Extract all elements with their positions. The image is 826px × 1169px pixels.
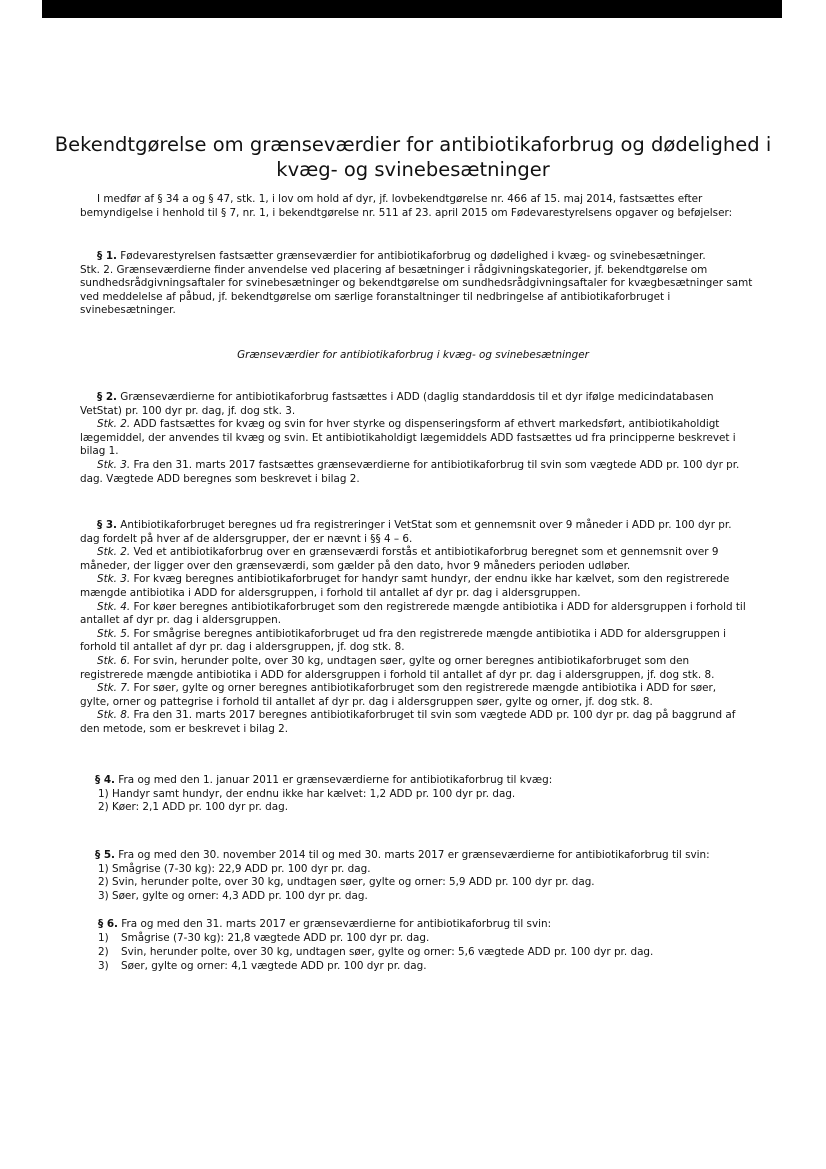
section-text: Grænseværdierne for antibiotikaforbrug fastsættes i ADD (daglig standarddosis til et dyr ifølge medicindatabasen — [117, 391, 714, 403]
section-text: For kvæg beregnes antibiotikaforbruget for handyr samt hundyr, der endnu ikke har kælvet, som den registrerede — [130, 573, 730, 586]
top-black-bar — [42, 0, 782, 18]
section-text: Fra den 31. marts 2017 beregnes antibiotikaforbruget til svin som vægtede ADD pr. 100 dyr pr. dag på baggrund af — [130, 709, 736, 722]
preamble-line: I medfør af § 34 a og § 47, stk. 1, i lov om hold af dyr, jf. lovbekendtgørelse nr. 466 af 15. maj 2014, fastsættes efter — [97, 193, 703, 205]
section-text: VetStat) pr. 100 dyr pr. dag, jf. dog stk. 3. — [80, 404, 296, 417]
list-item — [98, 946, 653, 960]
section-text: For søer, gylte og orner beregnes antibiotikaforbruget som den registrerede mængde antibiotika i ADD for søer, — [130, 682, 717, 695]
list-text: Svin, herunder polte, over 30 kg, undtagen søer, gylte og orner: 5,6 vægtede ADD pr. 100 dyr pr. dag. — [121, 946, 654, 958]
section-label: § 6. — [98, 918, 118, 930]
section-text: Antibiotikaforbruget beregnes ud fra registreringer i VetStat som et gennemsnit over 9 måneder i ADD pr. 100 dyr pr. — [117, 519, 732, 531]
document-title — [42, 132, 784, 182]
section-label: § 1. — [97, 250, 117, 262]
list-item: 3) Søer, gylte og orner: 4,3 ADD pr. 100 dyr pr. dag. — [98, 889, 368, 902]
stk-label: Stk. 2. — [97, 546, 131, 559]
section-text: Fra og med den 1. januar 2011 er grænseværdierne for antibiotikaforbrug til kvæg: — [115, 774, 553, 786]
section-text: bilag 1. — [80, 445, 119, 458]
section-label: § 2. — [97, 391, 117, 403]
section-2 — [80, 391, 760, 486]
section-text: Ved et antibiotikaforbrug over en grænseværdi forstås et antibiotikaforbrug beregnet som et gennemsnit over 9 — [130, 546, 719, 559]
list-item: 2) Svin, herunder polte, over 30 kg, undtagen søer, gylte og orner: 5,9 ADD pr. 100 dyr pr. dag. — [98, 876, 595, 889]
section-text: forhold til antallet af dyr pr. dag i aldersgruppen, jf. dog stk. 8. — [80, 641, 405, 654]
title-line-1: Bekendtgørelse om grænseværdier for antibiotikaforbrug og dødelighed i — [54, 133, 772, 156]
list-item — [98, 932, 429, 946]
section-heading: Grænseværdier for antibiotikaforbrug i kvæg- og svinebesætninger — [237, 349, 589, 361]
section-text: For smågrise beregnes antibiotikaforbruget ud fra den registrerede mængde antibiotika i ADD for aldersgruppen i — [130, 627, 727, 640]
section-text: lægemiddel, der anvendes til kvæg og svin. Et antibiotikaholdigt lægemiddels ADD fastsættes ud fra principperne beskrevet i — [80, 431, 736, 444]
section-text: måneder, der ligger over den grænseværdi, som gælder på den dato, hvor 9 måneders perioden udløber. — [80, 559, 631, 572]
list-text: Smågrise (7-30 kg): 21,8 vægtede ADD pr. 100 dyr pr. dag. — [121, 932, 430, 944]
list-number: 2) — [98, 946, 109, 958]
section-text: dag. Vægtede ADD beregnes som beskrevet i bilag 2. — [80, 472, 360, 485]
section-5 — [95, 849, 775, 903]
section-label: § 3. — [97, 519, 117, 531]
stk-label: Stk. 2. — [97, 418, 131, 431]
section-label: § 5. — [95, 849, 115, 861]
section-label: § 4. — [95, 774, 115, 786]
section-text: Stk. 2. Grænseværdierne finder anvendelse ved placering af besætninger i rådgivningskategorier, jf. bekendtgørelse om — [80, 263, 708, 276]
preamble-cont — [80, 207, 760, 221]
section-text: gylte, orner og pattegrise i forhold til antallet af dyr pr. dag i aldersgruppen søer, gylte og orner, jf. dog stk. 8. — [80, 695, 653, 708]
section-text: svinebesætninger. — [80, 304, 176, 317]
list-item — [98, 960, 427, 974]
section-text: Fra og med den 31. marts 2017 er grænseværdierne for antibiotikaforbrug til svin: — [118, 918, 552, 930]
stk-label: Stk. 7. — [97, 682, 131, 695]
preamble — [80, 193, 760, 207]
section-text: Fødevarestyrelsen fastsætter grænseværdier for antibiotikaforbrug og dødelighed i kvæg- og svinebesætninger. — [117, 250, 706, 262]
section-text: antallet af dyr pr. dag i aldersgruppen. — [80, 614, 282, 627]
section-text: For svin, herunder polte, over 30 kg, undtagen søer, gylte og orner beregnes antibiotikaforbruget som den — [130, 654, 690, 667]
list-item: 1) Smågrise (7-30 kg): 22,9 ADD pr. 100 dyr pr. dag. — [98, 862, 371, 875]
stk-label: Stk. 3. — [97, 458, 131, 471]
section-4 — [95, 774, 775, 815]
stk-label: Stk. 5. — [97, 627, 131, 640]
list-number: 3) — [98, 960, 109, 972]
section-text: sundhedsrådgivningsaftaler for svinebesætninger og bekendtgørelse om sundhedsrådgivningsaftaler for kvægbesætninger samt — [80, 277, 753, 290]
stk-label: Stk. 8. — [97, 709, 131, 722]
title-line-2: kvæg- og svinebesætninger — [276, 158, 550, 181]
section-text: Fra og med den 30. november 2014 til og med 30. marts 2017 er grænseværdierne for antibiotikaforbrug til svin: — [115, 849, 710, 861]
section-text: ADD fastsættes for kvæg og svin for hver styrke og dispenseringsform af ethvert markedsført, antibiotikaholdigt — [130, 418, 720, 431]
section-6 — [98, 918, 778, 932]
section-text: ved meddelelse af påbud, jf. bekendtgørelse om særlige foranstaltninger til nedbringelse af antibiotikaforbruget i — [80, 290, 671, 303]
preamble-line: bemyndigelse i henhold til § 7, nr. 1, i bekendtgørelse nr. 511 af 23. april 2015 om Fødevarestyrelsens opgaver og beføjelser: — [80, 207, 733, 219]
section-text: dag fordelt på hver af de aldersgrupper, der er nævnt i §§ 4 – 6. — [80, 532, 413, 545]
section-3 — [80, 519, 760, 737]
list-item: 2) Køer: 2,1 ADD pr. 100 dyr pr. dag. — [98, 801, 289, 814]
section-text: Fra den 31. marts 2017 fastsættes grænseværdierne for antibiotikaforbrug til svin som vægtede ADD pr. 100 dyr pr. — [130, 458, 740, 471]
stk-label: Stk. 3. — [97, 573, 131, 586]
section-text: den metode, som er beskrevet i bilag 2. — [80, 722, 289, 735]
section-text: mængde antibiotika i ADD for aldersgruppen, i forhold til antallet af dyr pr. dag i aldersgruppen. — [80, 586, 581, 599]
list-text: Søer, gylte og orner: 4,1 vægtede ADD pr. 100 dyr pr. dag. — [121, 960, 427, 972]
section-text: For køer beregnes antibiotikaforbruget som den registrerede mængde antibiotika i ADD for aldersgruppen i forhold til — [130, 600, 746, 613]
list-number: 1) — [98, 932, 109, 944]
list-item: 1) Handyr samt hundyr, der endnu ikke har kælvet: 1,2 ADD pr. 100 dyr pr. dag. — [98, 787, 516, 800]
stk-label: Stk. 4. — [97, 600, 131, 613]
section-text: registrerede mængde antibiotika i ADD for aldersgruppen i forhold til antallet af dyr pr. dag i aldersgruppen, jf. dog stk. 8. — [80, 668, 715, 681]
section-1 — [80, 250, 760, 318]
stk-label: Stk. 6. — [97, 654, 131, 667]
